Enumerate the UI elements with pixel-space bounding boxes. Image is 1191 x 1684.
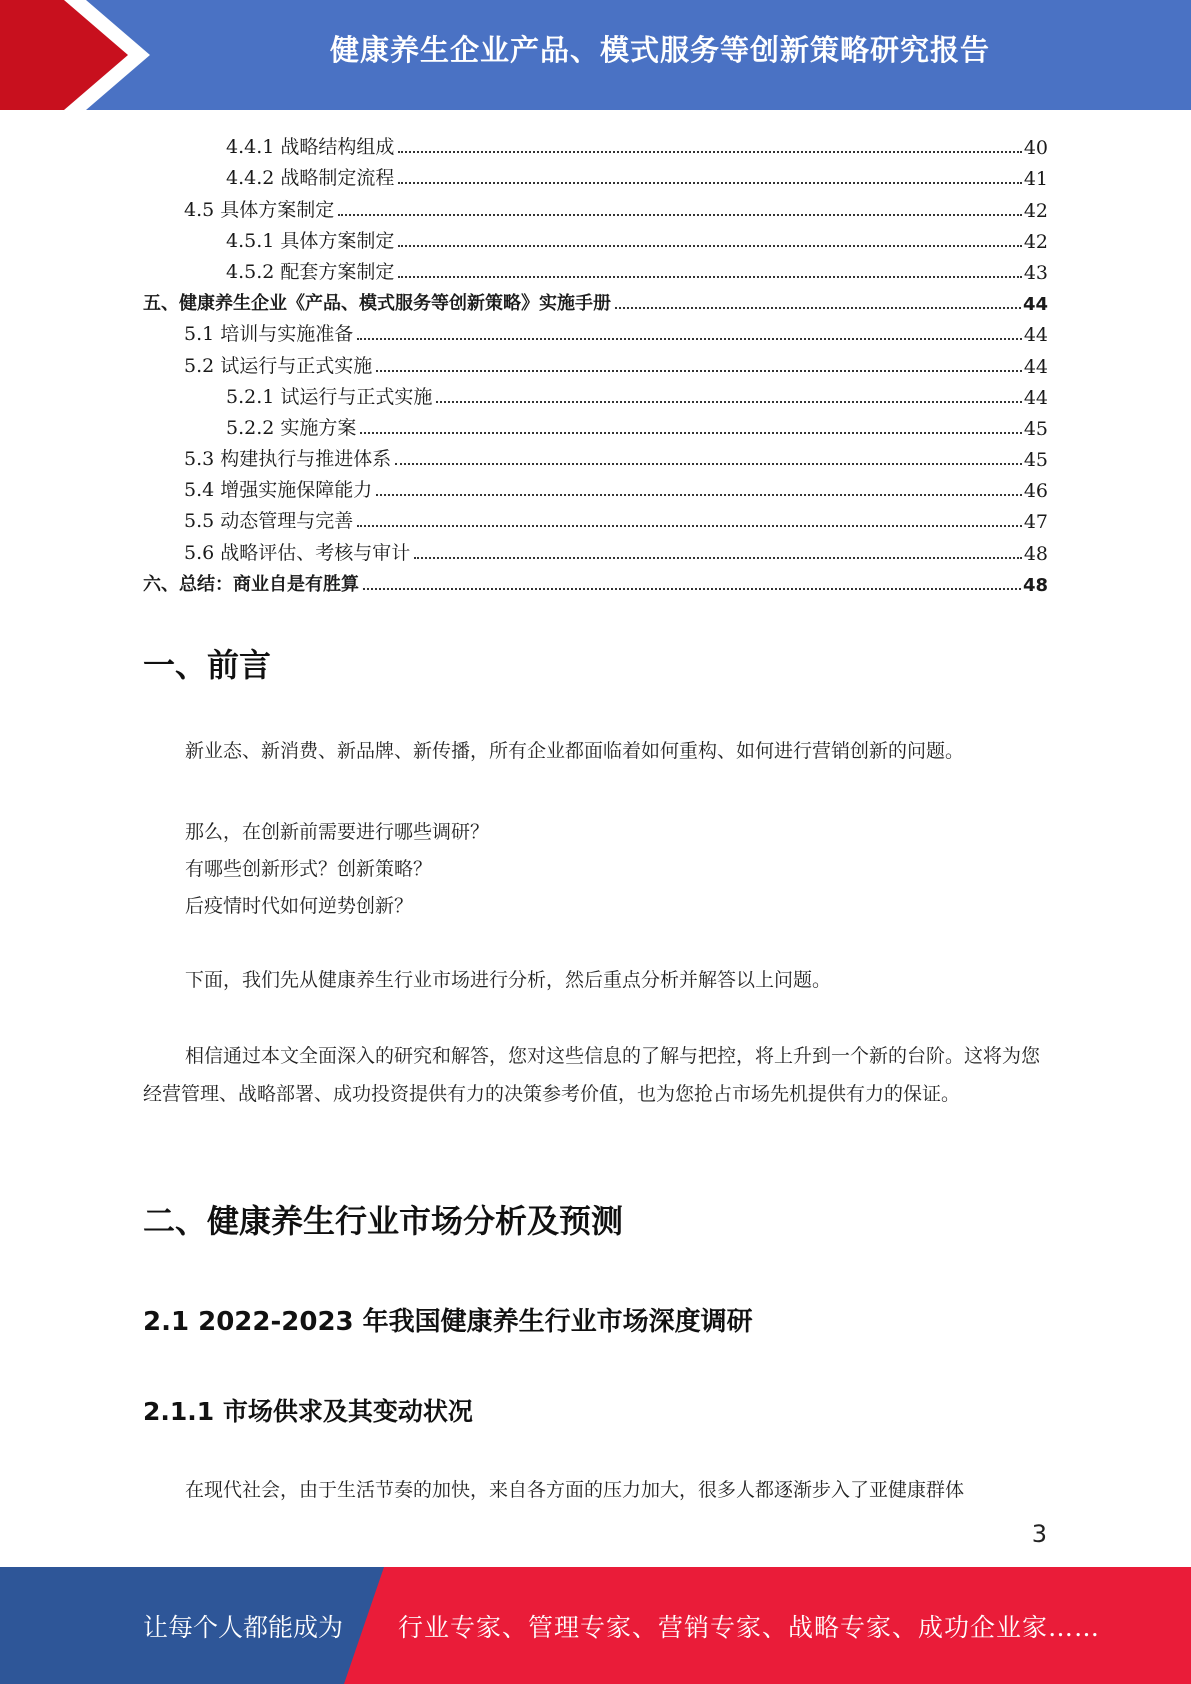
toc-entry[interactable]: [143, 471, 1048, 502]
footer-slogan-left: 让每个人都能成为: [143, 1613, 344, 1642]
toc-entry-title: 4.5.2 配套方案制定: [226, 260, 395, 283]
toc-entry-title: 4.5.1 具体方案制定: [226, 229, 395, 252]
toc-dot-leader: [398, 182, 1021, 184]
toc-entry-page: 46: [1023, 480, 1048, 503]
toc-dot-leader: [395, 463, 1022, 465]
toc-dot-leader: [357, 338, 1022, 340]
toc-entry-title: 5.1 培训与实施准备: [184, 323, 354, 346]
toc-entry-title: 5.3 构建执行与推进体系: [184, 448, 392, 471]
toc-entry-title: 5.2.1 试运行与正式实施: [226, 385, 433, 408]
toc-entry[interactable]: [143, 346, 1048, 377]
toc-entry-page: 41: [1023, 168, 1048, 191]
toc-entry[interactable]: [143, 502, 1048, 533]
toc-entry[interactable]: [143, 159, 1048, 190]
toc-entry-title: 5.2.2 实施方案: [226, 416, 357, 439]
toc-dot-leader: [414, 557, 1022, 559]
section-heading-preface: 一、前言: [143, 646, 272, 684]
toc-dot-leader: [398, 151, 1021, 153]
toc-entry-page: 44: [1023, 355, 1048, 378]
toc-entry-page: 48: [1022, 574, 1048, 596]
toc-entry-title: 5.6 战略评估、考核与审计: [184, 541, 411, 564]
toc-entry-page: 44: [1023, 324, 1048, 347]
toc-entry[interactable]: [143, 409, 1048, 440]
toc-entry[interactable]: [143, 222, 1048, 253]
page-header: [0, 0, 1191, 110]
toc-dot-leader: [436, 401, 1021, 403]
toc-entry-page: 40: [1023, 137, 1048, 160]
toc-entry-title: 4.4.1 战略结构组成: [226, 136, 395, 159]
toc-entry[interactable]: [143, 533, 1048, 564]
toc-dot-leader: [376, 370, 1022, 372]
toc-entry-page: 44: [1022, 294, 1048, 316]
toc-dot-leader: [398, 245, 1021, 247]
preface-question-3: 后疫情时代如何逆势创新？: [185, 895, 414, 917]
toc-dot-leader: [615, 307, 1021, 309]
preface-paragraph-1: 新业态、新消费、新品牌、新传播，所有企业都面临着如何重构、如何进行营销创新的问题。: [185, 740, 965, 762]
toc-entry[interactable]: [143, 315, 1048, 346]
toc-entry-page: 43: [1023, 261, 1048, 284]
toc-entry[interactable]: [143, 378, 1048, 409]
preface-question-2: 有哪些创新形式？创新策略？: [185, 858, 433, 880]
toc-dot-leader: [338, 214, 1022, 216]
footer-slogan-right: 行业专家、管理专家、营销专家、战略专家、成功企业家……: [398, 1613, 1101, 1642]
toc-entry-page: 47: [1023, 511, 1048, 534]
preface-question-1: 那么，在创新前需要进行哪些调研？: [185, 821, 490, 843]
subsection-heading-2-1-1: 2.1.1 市场供求及其变动状况: [143, 1397, 473, 1426]
toc-entry-title: 五、健康养生企业《产品、模式服务等创新策略》实施手册: [143, 293, 611, 315]
toc-dot-leader: [376, 494, 1022, 496]
table-of-contents: [143, 128, 1048, 596]
toc-dot-leader: [398, 276, 1021, 278]
toc-entry-title: 5.2 试运行与正式实施: [184, 354, 373, 377]
toc-entry-title: 5.4 增强实施保障能力: [184, 479, 373, 502]
page-footer: [0, 1567, 1191, 1684]
toc-dot-leader: [363, 588, 1021, 590]
header-title: 健康养生企业产品、模式服务等创新策略研究报告: [329, 33, 990, 67]
toc-entry[interactable]: [143, 284, 1048, 315]
toc-entry[interactable]: [143, 440, 1048, 471]
toc-entry[interactable]: [143, 253, 1048, 284]
toc-entry[interactable]: [143, 565, 1048, 596]
market-paragraph-1: 在现代社会，由于生活节奏的加快，来自各方面的压力加大，很多人都逐渐步入了亚健康群体: [185, 1479, 965, 1501]
toc-entry[interactable]: [143, 128, 1048, 159]
preface-paragraph-2: 下面，我们先从健康养生行业市场进行分析，然后重点分析并解答以上问题。: [185, 969, 832, 991]
toc-entry-page: 45: [1023, 449, 1048, 472]
preface-paragraph-3: 相信通过本文全面深入的研究和解答，您对这些信息的了解与把控，将上升到一个新的台阶。这将为您经营管理、战略部署、成功投资提供有力的决策参考价值，也为您抢占市场先机提供有力的保证。: [143, 1045, 1041, 1105]
toc-entry-page: 42: [1023, 199, 1048, 222]
toc-entry-title: 4.4.2 战略制定流程: [226, 167, 395, 190]
header-chevron-decoration: [0, 0, 160, 110]
page-number: 3: [1031, 1520, 1047, 1548]
toc-entry[interactable]: [143, 190, 1048, 221]
toc-entry-title: 5.5 动态管理与完善: [184, 510, 354, 533]
toc-dot-leader: [360, 432, 1021, 434]
toc-entry-page: 44: [1023, 386, 1048, 409]
toc-entry-page: 48: [1023, 542, 1048, 565]
toc-entry-title: 六、总结：商业自是有胜算: [143, 573, 359, 595]
toc-entry-page: 45: [1023, 417, 1048, 440]
toc-dot-leader: [357, 525, 1022, 527]
toc-entry-page: 42: [1023, 230, 1048, 253]
subsection-heading-2-1: 2.1 2022-2023 年我国健康养生行业市场深度调研: [143, 1307, 753, 1337]
section-heading-market-analysis: 二、健康养生行业市场分析及预测: [143, 1202, 624, 1240]
toc-entry-title: 4.5 具体方案制定: [184, 198, 335, 221]
